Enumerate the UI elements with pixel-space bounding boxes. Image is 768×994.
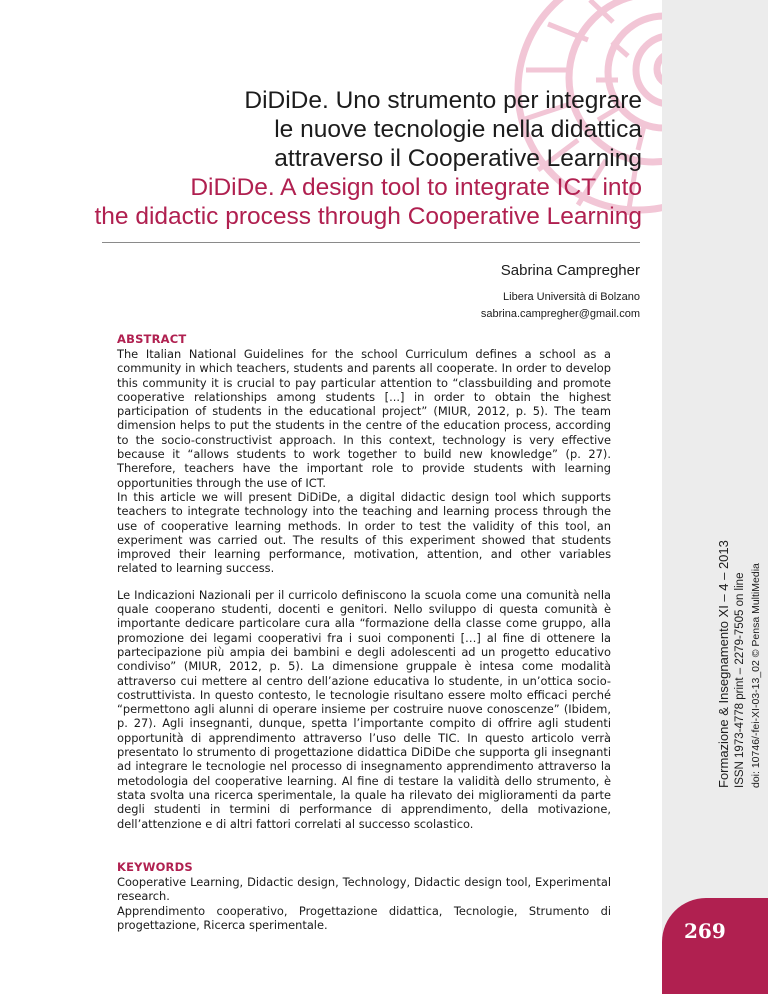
abstract-en-paragraph-2: In this article we will present DiDiDe, a digital didactic design tool which supports teachers to integrate technology into the teaching and learning process through the use of cooperative learning methods. In order to test the validity of this tool, an experiment was carried out. The results of this experiment showed that students improved their learning performance, motivation, attention, and other variables related to learning success. [117,489,611,576]
keywords-heading: KEYWORDS [117,860,193,874]
page-number-badge [662,898,768,994]
journal-name: Formazione & Insegnamento XI – 4 – 2013 [716,540,731,788]
journal-info-vertical [715,540,764,788]
page-number: 269 [684,919,726,943]
title-it-line-3: attraverso il Cooperative Learning [274,145,642,172]
keywords-it: Apprendimento cooperativo, Progettazione didattica, Tecnologie, Strumento di progettazione, Ricerca sperimentale. [117,903,611,932]
abstract-section [117,332,611,831]
article-title-block [94,86,642,231]
abstract-it-paragraph: Le Indicazioni Nazionali per il curricolo definiscono la scuola come una comunità nella quale cooperano studenti, docenti e genitori. Nello sviluppo di questa comunità è importante dedicare particolare cura alla “formazione della classe come gruppo, alla promozione dei legami cooperativi fra i suoi componenti […] al fine di ottenere la partecipazione più ampia dei bambini e degli adolescenti ad un progetto educativo condiviso” (MIUR, 2012, p. 5). La dimensione gruppale è intesa come modalità attraverso cui mettere al centro dell’azione educativa lo studente, in un’ottica socio-costruttivista. In questo contesto, le tecnologie risultano essere molto efficaci perché “permettono agli alunni di operare insieme per costruire nuove conoscenze” (Ibidem, p. 27). Agli insegnanti, dunque, spetta l’importante compito di offrire agli studenti opportunità di apprendimento attraverso l’uso delle TIC. In questo articolo verrà presentato lo strumento di progettazione didattica DiDiDe che supporta gli insegnanti ad integrare le tecnologie nel processo di insegnamento apprendimento attraverso la metodologia del cooperative learning. Al fine di testare la validità dello strumento, è stata svolta una ricerca sperimentale, la quale ha rilevato dei miglioramenti da parte degli studenti in termini di performance di apprendimento, della motivazione, dell’attenzione e di altri fattori correlati al successo scolastico. [117,587,611,831]
author-email: sabrina.campregher@gmail.com [480,308,640,320]
title-divider [102,242,640,243]
title-en-line-2: the didactic process through Cooperative Learning [94,203,642,230]
title-it-line-1: DiDiDe. Uno strumento per integrare [244,87,642,114]
abstract-heading: ABSTRACT [117,332,187,346]
title-it-line-2: le nuove tecnologie nella didattica [274,116,642,143]
author-block [481,262,640,323]
journal-sidebar [662,0,768,994]
journal-issn: ISSN 1973-4778 print – 2279-7505 on line [734,572,746,788]
abstract-en-paragraph-1: The Italian National Guidelines for the school Curriculum defines a school as a community in which teachers, students and parents all cooperate. In order to develop this community it is crucial to pay particular attention to “classbuilding and promote cooperative relationships among students [...] in order to obtain the highest participation of students in the educational project” (MIUR, 2012, p. 5). The team dimension helps to put the students in the centre of the education process, according to the socio-constructivist approach. In this context, technology is very effective because it “allows students to work together to build new knowledge” (p. 27). Therefore, teachers have the important role to provide students with learning opportunities through the use of ICT. [117,347,611,490]
author-affiliation: Libera Università di Bolzano [503,291,640,303]
journal-doi: doi: 10746/-fei-XI-03-13_02 © Pensa MultiMedia [750,563,762,788]
author-name: Sabrina Campregher [500,262,640,279]
keywords-section [117,860,611,932]
title-en-line-1: DiDiDe. A design tool to integrate ICT into [190,174,642,201]
keywords-en: Cooperative Learning, Didactic design, Technology, Didactic design tool, Experimental research. [117,875,611,904]
